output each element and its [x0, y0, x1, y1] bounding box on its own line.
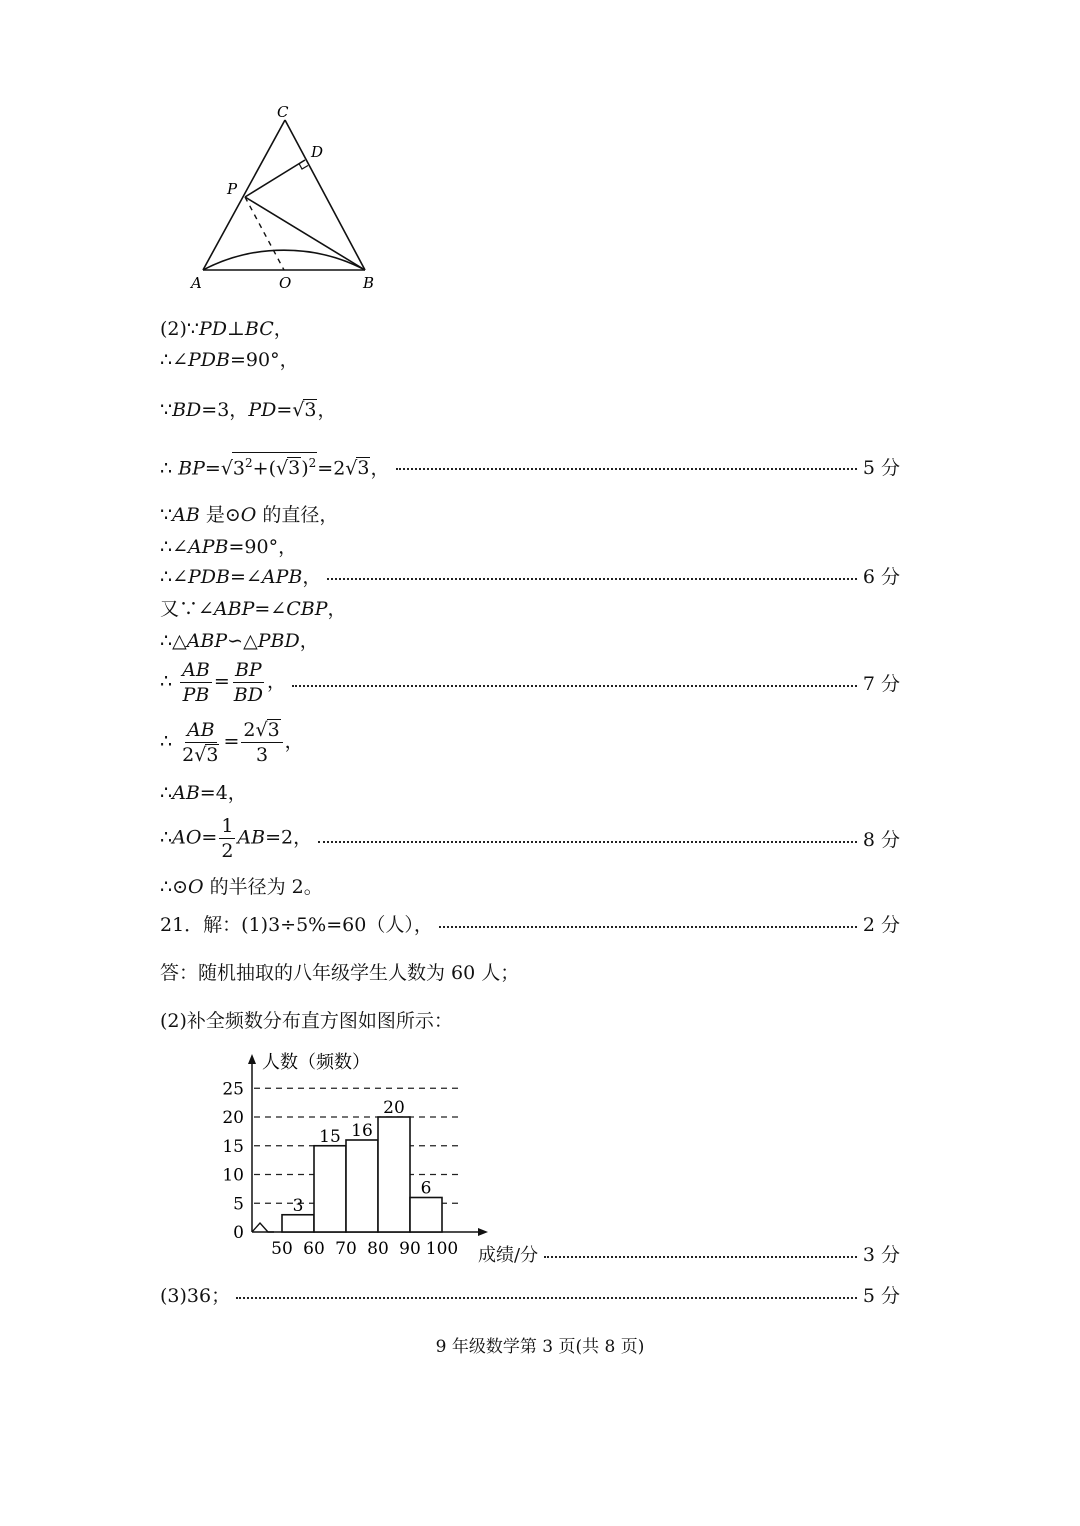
label-o: O	[279, 274, 292, 292]
q21-part2: (2)补全频数分布直方图如图所示：	[160, 1010, 453, 1032]
label-p: P	[227, 180, 238, 198]
bar-value-label: 6	[420, 1178, 432, 1199]
label-a: A	[191, 274, 202, 292]
segment-ac	[203, 120, 285, 270]
q21-part3: (3)36； 5 分	[160, 1281, 900, 1308]
score-6: 6 分	[862, 566, 900, 588]
step-4: ∴ $BP=√3^2+(√3)^2=2√3$， 5 分	[160, 452, 900, 480]
y-tick-label: 5	[233, 1194, 244, 1215]
y-tick-label: 20	[222, 1108, 244, 1128]
semicircle-arc	[203, 250, 365, 270]
frequency-histogram	[200, 1040, 520, 1270]
x-axis-arrow	[478, 1228, 488, 1236]
y-tick-label: 0	[233, 1223, 244, 1243]
segment-pb	[245, 197, 365, 270]
step-11: ∴ $\frac{AB}{2√3}$ = $\frac{2√3}{3}$ ，	[160, 719, 304, 766]
bar-value-label: 16	[351, 1121, 373, 1141]
step-7: ∴∠PDB=∠APB， 6 分	[160, 562, 900, 589]
step-8: 又∵∠ABP=∠CBP，	[160, 598, 347, 620]
dot-leader	[439, 926, 857, 928]
y-tick-label: 10	[222, 1165, 244, 1186]
y-axis-label: 人数（频数）	[262, 1052, 370, 1073]
q21-part1: 21．解：(1)3÷5%=60（人）， 2 分	[160, 910, 900, 937]
y-axis-arrow	[248, 1054, 256, 1064]
histogram-bar	[410, 1198, 442, 1233]
label-b: B	[363, 274, 375, 292]
step-10: ∴ $\frac{AB}{PB}$ = $\frac{BP}{BD}$ ， 7 分	[160, 659, 900, 706]
x-tick-label: 80	[367, 1239, 389, 1259]
q21-answer: 答：随机抽取的八年级学生人数为 60 人；	[160, 962, 520, 984]
histogram-bar	[346, 1140, 378, 1232]
step-2: ∴∠PDB=90°，	[160, 349, 299, 371]
x-tick-label: 90	[399, 1239, 421, 1259]
right-angle-mark	[299, 164, 308, 170]
x-axis-label: 成绩/分	[478, 1244, 539, 1266]
x-tick-label: 50	[271, 1239, 293, 1259]
step-6: ∴∠APB=90°，	[160, 536, 298, 558]
histogram-bar	[314, 1146, 346, 1232]
score-8: 8 分	[862, 829, 900, 851]
dot-leader	[236, 1297, 857, 1299]
segment-cb	[285, 120, 365, 270]
score-5b: 5 分	[862, 1285, 900, 1307]
step-3: ∵BD=3，PD=√3，	[160, 399, 337, 421]
x-tick-label: 100	[425, 1239, 459, 1259]
score-7: 7 分	[862, 673, 900, 695]
step-5: ∵AB 是⊙O 的直径，	[160, 504, 339, 526]
page-footer: 9 年级数学第 3 页(共 8 页)	[435, 1337, 645, 1357]
histogram-bar	[282, 1215, 314, 1232]
step-12: ∴AB=4，	[160, 782, 247, 804]
label-d: D	[311, 143, 324, 161]
x-tick-label: 70	[335, 1239, 357, 1259]
bar-value-label: 3	[292, 1195, 304, 1216]
dot-leader	[292, 685, 857, 687]
dot-leader	[318, 841, 857, 843]
axis-break	[252, 1223, 274, 1232]
bar-value-label: 20	[383, 1098, 405, 1118]
step-1: (2)∵PD⊥BC，	[160, 318, 293, 340]
y-tick-label: 25	[222, 1079, 244, 1100]
step-13: ∴AO= $\frac{1}{2}$ AB=2， 8 分	[160, 815, 900, 862]
bar-value-label: 15	[319, 1126, 341, 1147]
score-3: 3 分	[862, 1244, 900, 1266]
q21-part2-score-row	[478, 1240, 900, 1267]
x-tick-label: 60	[303, 1239, 325, 1259]
step-14: ∴⊙O 的半径为 2。	[160, 876, 323, 898]
segment-pd	[245, 160, 305, 197]
histogram-bar	[378, 1117, 410, 1232]
y-tick-label: 15	[222, 1136, 244, 1157]
dot-leader	[544, 1256, 857, 1258]
dot-leader	[396, 468, 857, 470]
dot-leader	[327, 578, 857, 580]
score-2: 2 分	[862, 914, 900, 936]
score-5: 5 分	[862, 456, 900, 479]
geometry-figure	[180, 100, 400, 300]
step-9: ∴△ABP∽△PBD，	[160, 630, 319, 652]
label-c: C	[277, 103, 289, 121]
